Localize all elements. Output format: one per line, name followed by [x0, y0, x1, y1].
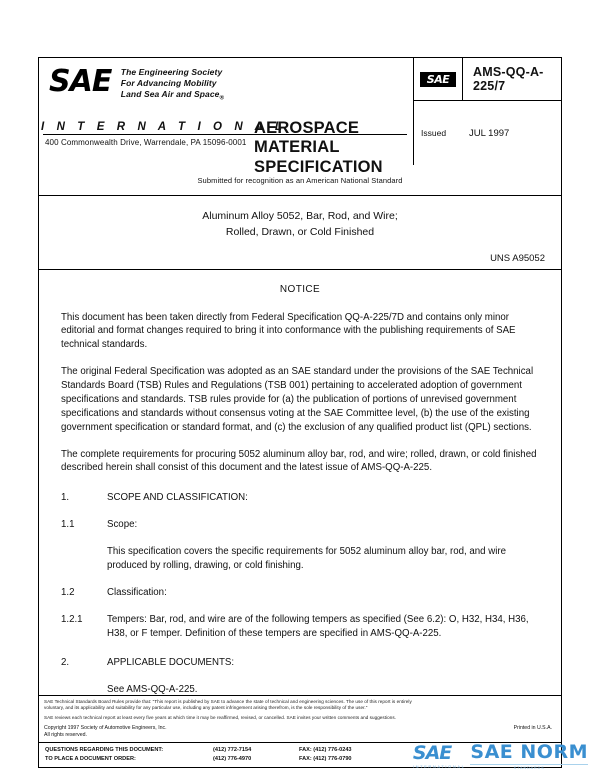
sae-tagline-line-1: The Engineering Society [120, 67, 223, 77]
sae-norm-mark-subtitle: INTERNATIONAL [412, 764, 466, 769]
document-body [38, 269, 562, 695]
contact-phones [213, 746, 299, 763]
section-number: 1. [61, 492, 70, 504]
document-title-block [38, 195, 562, 245]
section-text: This specification covers the specific requirements for 5052 aluminum alloy bar, rod, and wire produced by rolling, drawing, or cold finishing. [107, 546, 506, 571]
document-number: AMS-QQ-A-225/7 [473, 65, 544, 93]
section-scope-body [61, 545, 539, 573]
publication-type-line-3: SPECIFICATION [254, 157, 383, 176]
section-applicable-documents-body [61, 683, 539, 697]
section-text: Tempers: Bar, rod, and wire are of the following tempers as specified (See 6.2): O, H32, H34, H36, H38, or F temper. Definition of these tempers are specified in AMS-QQ-A-225. [107, 613, 529, 639]
sae-norm-wordmark: SAE NORM [470, 741, 588, 763]
copyright-text: Copyright 1997 Society of Automotive Engineers, Inc. [44, 724, 167, 731]
contact-fax-orders: FAX: (412) 776-0790 [299, 755, 352, 762]
registered-mark-icon: ® [219, 95, 225, 102]
footer-disclaimer-block [38, 695, 562, 743]
document-title-line-1: Aluminum Alloy 5052, Bar, Rod, and Wire; [202, 210, 398, 222]
uns-row [38, 245, 562, 269]
section-number: 2. [61, 657, 70, 669]
document-number-row [414, 58, 561, 101]
issued-label: Issued [421, 128, 447, 138]
sae-logo-icon: SAE [49, 64, 112, 99]
section-tempers [61, 613, 539, 641]
sae-logo-group [49, 64, 254, 103]
publication-type-line-1: AEROSPACE [254, 119, 360, 137]
sae-badge-cell [414, 58, 463, 100]
printed-in-text: Printed in U.S.A. [513, 724, 552, 731]
document-header [38, 57, 562, 176]
contact-labels [45, 746, 213, 763]
sae-address: 400 Commonwealth Drive, Warrendale, PA 15096-0001 [45, 138, 247, 147]
sae-tagline [121, 67, 224, 103]
notice-paragraph-3: The complete requirements for procuring 5052 aluminum alloy bar, rod, and wire; rolled, drawn, or cold finished described herein shall consist of this document and the latest issue of AMS-QQ-A-225. [61, 448, 537, 474]
section-heading-applicable-documents [61, 656, 539, 670]
contact-fax-questions: FAX: (412) 776-0243 [299, 747, 352, 754]
publication-type-title [254, 119, 404, 177]
document-title-line-2: Rolled, Drawn, or Cold Finished [225, 226, 375, 239]
disclaimer-line-2: voluntary, and its applicability and suitability for any particular use, including any patent infringement arising therefrom, is the sole responsibility of the user." [44, 705, 368, 711]
section-number: 1.2 [61, 586, 75, 598]
contact-phone-orders: (412) 776-4970 [213, 755, 252, 762]
section-text: Scope: [107, 519, 138, 531]
uns-number: UNS A95052 [490, 252, 545, 264]
sae-badge-icon: SAE [420, 72, 456, 87]
issue-date-row [414, 101, 561, 165]
sae-norm-wordmark-group [470, 743, 588, 770]
section-scope [61, 518, 539, 532]
sae-international-label: I N T E R N A T I O N A L [41, 121, 287, 133]
notice-heading: NOTICE [279, 283, 321, 295]
rights-text: All rights reserved. [44, 732, 87, 739]
contact-label-orders: TO PLACE A DOCUMENT ORDER: [45, 755, 136, 762]
sae-norm-mark-group [413, 744, 466, 769]
publication-type-line-2: MATERIAL [254, 138, 340, 157]
section-classification [61, 586, 539, 600]
section-text: SCOPE AND CLASSIFICATION: [107, 492, 248, 504]
contact-label-questions: QUESTIONS REGARDING THIS DOCUMENT: [45, 747, 164, 754]
copyright-block [44, 725, 556, 741]
section-text: APPLICABLE DOCUMENTS: [107, 657, 235, 669]
issued-date: JUL 1997 [469, 127, 510, 139]
section-number: 1.2.1 [61, 613, 83, 625]
sae-norm-logo [413, 743, 588, 770]
sae-tagline-line-2: For Advancing Mobility [120, 77, 217, 88]
sae-norm-mark-icon: SAE [412, 742, 452, 764]
section-heading-scope [61, 491, 539, 505]
notice-paragraph-1: This document has been taken directly from Federal Specification QQ-A-225/7D and contains only minor editorial and format changes required to bring it into conformance with the publishing requirements of SAE technical standards. [61, 311, 516, 351]
notice-paragraph-2: The original Federal Specification was adopted as an SAE standard under the provisions of the SAE Technical Standards Board (TSB) Rules and Regulations (TSB 001) pertaining to accelerated adoption of government specifications and standards. TSB rules provide for (a) the publication of portions of unrevised government specifications and standards without consensus voting at the SAE Committee level, (b) the use of the existing government specification or standard format, and (c) the exclusion of any qualified product list (QPL) sections. [61, 366, 534, 433]
disclaimer-line-1: SAE Technical Standards Board Rules provide that: "This report is published by SAE to advance the state of technical and engineering sciences. The use of this report is entirely [44, 698, 412, 704]
sae-norm-wordmark-subtitle: STANDARDS [470, 764, 588, 770]
section-text: See AMS-QQ-A-225. [107, 684, 198, 696]
sae-tagline-line-3: Land Sea Air and Space [120, 88, 220, 99]
submission-note: Submitted for recognition as an American National Standard [197, 175, 403, 185]
section-text: Classification: [107, 586, 167, 598]
contact-phone-questions: (412) 772-7154 [213, 747, 252, 754]
header-right-block [413, 58, 561, 165]
sae-identity [39, 58, 413, 120]
disclaimer-line-3: SAE reviews each technical report at least every five years at which time it may be reaffirmed, revised, or cancelled. SAE invites your written comments and suggestions. [44, 714, 397, 720]
section-number: 1.1 [61, 519, 75, 531]
